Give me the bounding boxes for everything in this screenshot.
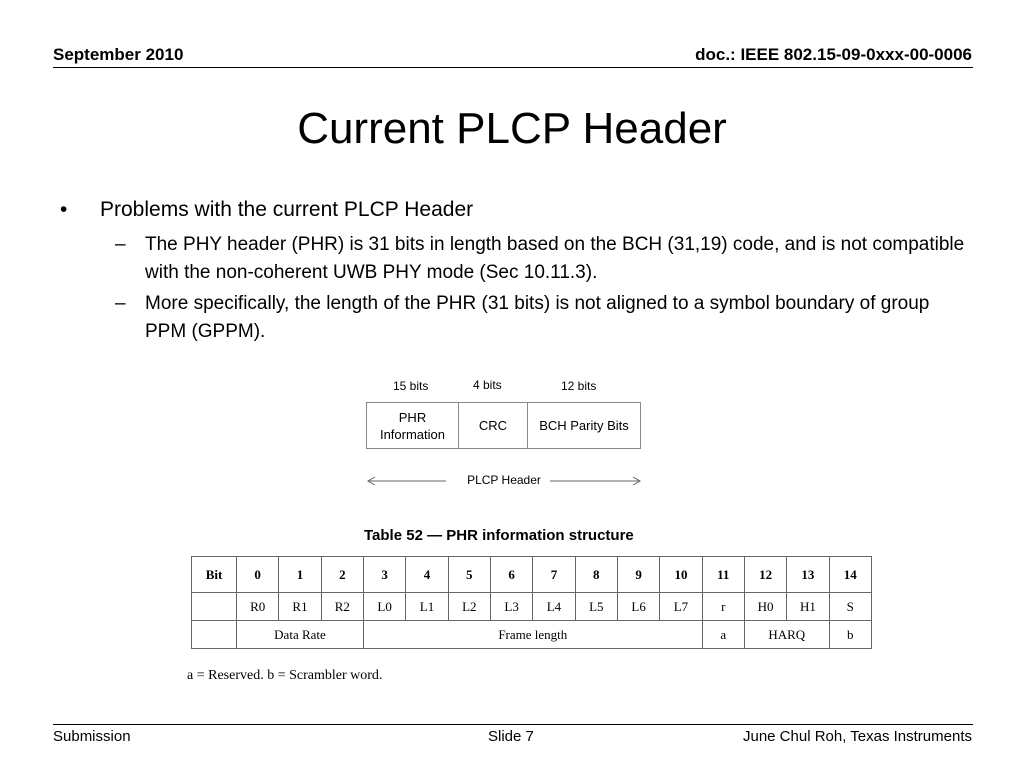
table-row	[192, 557, 872, 593]
bit-symbol-cell: L5	[575, 593, 617, 621]
bit-symbol-cell: L4	[533, 593, 575, 621]
footer-submission: Submission	[53, 728, 131, 745]
bit-symbol-cell: r	[702, 593, 744, 621]
table-row	[192, 593, 872, 621]
bit-symbol-cell: H1	[787, 593, 829, 621]
bullet-sub-2	[115, 290, 975, 346]
field-bch-parity: BCH Parity Bits	[527, 402, 641, 449]
bits-label-crc: 4 bits	[473, 378, 502, 392]
table-row	[192, 621, 872, 649]
bit-number-cell: 4	[406, 557, 448, 593]
bullet-mark: •	[60, 198, 68, 221]
bit-number-cell: 11	[702, 557, 744, 593]
group-scrambler: b	[829, 621, 871, 649]
group-data-rate: Data Rate	[237, 621, 364, 649]
empty-cell	[192, 593, 237, 621]
bit-number-cell: 1	[279, 557, 321, 593]
bullet-sub-2-text: More specifically, the length of the PHR (31 bits) is not aligned to a symbol boundary of group PPM (GPPM).	[145, 293, 930, 342]
bits-label-phr: 15 bits	[393, 379, 429, 393]
bit-symbol-cell: H0	[744, 593, 786, 621]
footer-divider	[53, 724, 973, 725]
bit-symbol-cell: S	[829, 593, 871, 621]
bit-symbol-cell: L2	[448, 593, 490, 621]
bit-number-cell: 3	[363, 557, 405, 593]
field-crc: CRC	[458, 402, 528, 449]
table-footnote: a = Reserved. b = Scrambler word.	[187, 668, 383, 683]
bit-number-cell: 2	[321, 557, 363, 593]
header-doc-id: doc.: IEEE 802.15-09-0xxx-00-0006	[695, 45, 972, 64]
bullet-sub-1	[115, 231, 975, 287]
dash-mark: –	[115, 234, 126, 255]
bit-symbol-cell: L3	[490, 593, 532, 621]
field-phr-information: PHR Information	[366, 402, 459, 449]
footer-author: June Chul Roh, Texas Instruments	[742, 728, 972, 745]
bit-number-cell: 12	[744, 557, 786, 593]
bit-number-cell: 8	[575, 557, 617, 593]
bit-symbol-cell: L7	[660, 593, 702, 621]
header-date: September 2010	[53, 45, 184, 64]
bit-number-cell: 7	[533, 557, 575, 593]
bullet-sub-1-text: The PHY header (PHR) is 31 bits in length based on the BCH (31,19) code, and is not compatible with the non-coherent UWB PHY mode (Sec 10.11.3).	[145, 234, 965, 283]
header-divider	[53, 67, 973, 68]
phr-structure-table	[191, 556, 872, 649]
bit-number-cell: 14	[829, 557, 871, 593]
group-reserved: a	[702, 621, 744, 649]
table-title: Table 52 — PHR information structure	[364, 527, 634, 544]
bit-symbol-cell: L0	[363, 593, 405, 621]
plcp-header-span	[366, 473, 642, 489]
bit-number-cell: 5	[448, 557, 490, 593]
bit-symbol-cell: R2	[321, 593, 363, 621]
slide-title: Current PLCP Header	[297, 104, 727, 153]
footer-slide-number: Slide 7	[488, 728, 534, 745]
bullet-main-text: Problems with the current PLCP Header	[100, 198, 474, 221]
bit-symbol-cell: R1	[279, 593, 321, 621]
bit-symbol-cell: R0	[237, 593, 279, 621]
bits-label-bch: 12 bits	[561, 379, 597, 393]
group-harq: HARQ	[744, 621, 829, 649]
bit-symbol-cell: L1	[406, 593, 448, 621]
table-header-cell: Bit	[192, 557, 237, 593]
group-frame-length: Frame length	[363, 621, 702, 649]
bit-symbol-cell: L6	[617, 593, 659, 621]
bit-number-cell: 0	[237, 557, 279, 593]
bit-number-cell: 6	[490, 557, 532, 593]
dash-mark: –	[115, 293, 126, 314]
empty-cell	[192, 621, 237, 649]
bit-number-cell: 13	[787, 557, 829, 593]
plcp-header-label: PLCP Header	[467, 473, 541, 487]
bit-number-cell: 9	[617, 557, 659, 593]
bit-number-cell: 10	[660, 557, 702, 593]
